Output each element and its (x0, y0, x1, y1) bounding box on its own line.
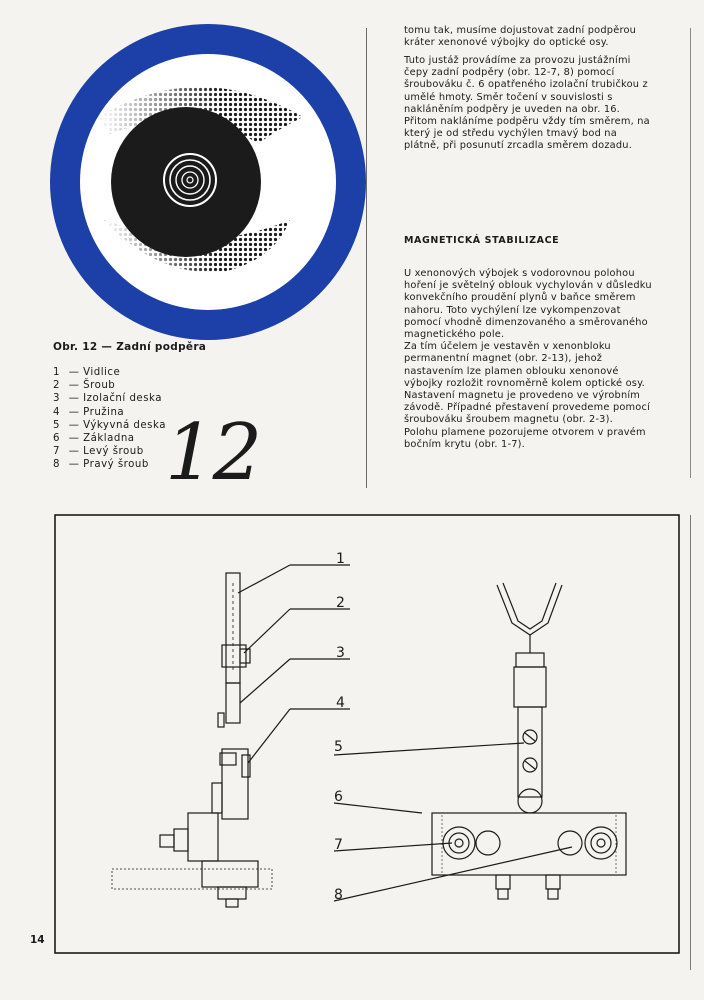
body-paragraph: tomu tak, musíme dojustovat zadní podpěrou kráter xenonové výbojky do optické osy. (404, 25, 637, 49)
body-paragraph: U xenonových výbojek s vodorovnou polohou hoření je světelný oblouk vychylován v důsledku konvekčního proudění plynů v baňce směrem nahoru. Toto vychýlení lze vykompenzovat pomocí vhodně dimenzovaného a směrovaného magnetického pole. (404, 268, 652, 341)
body-paragraph: Za tím účelem je vestavěn v xenonbloku permanentní magnet (obr. 2-13), jehož nastavením lze plamen oblouku xenonové výbojky rozložit rovnoměrně kolem optické osy. Nastavení magnetu je provedeno ve výrobním závodě. Případné přestavení provedeme pomocí šroubováku šroubem magnetu (obr. 2-3). (404, 341, 651, 426)
legend-item: 8 — Pravý šroub (53, 459, 149, 471)
legend-item: 2 — Šroub (53, 380, 116, 392)
drawing-frame (55, 515, 679, 953)
body-paragraph: Tuto justáž provádíme za provozu justážními čepy zadní podpěry (obr. 12-7, 8) pomocí šroubováku č. 6 opatřeného izolační trubičkou z umělé hmoty. Směr točení v souvislosti s nakláněním podpěry je uveden na obr. 16. Přitom nakláníme podpěru vždy tím směrem, na který je od středu vychýlen tmavý bod na plátně, při posunutí zrcadla směrem dozadu. (404, 55, 650, 152)
legend-item: 4 — Pružina (53, 406, 125, 418)
technical-drawing (52, 513, 682, 957)
callout-label: 4 (336, 695, 345, 711)
legend-item: 5 — Výkyvná deska (53, 419, 166, 431)
callout-label: 1 (336, 551, 345, 567)
emblem-logo (48, 22, 368, 342)
legend-item: 3 — Izolační deska (53, 393, 162, 405)
legend-item: 6 — Základna (53, 433, 135, 445)
figure-caption-title: Obr. 12 — Zadní podpěra (53, 341, 207, 353)
callout-label: 3 (336, 645, 345, 661)
chapter-number: 12 (165, 408, 261, 498)
page-edge-line (690, 28, 691, 478)
section-heading: MAGNETICKÁ STABILIZACE (404, 235, 560, 246)
column-divider (366, 28, 367, 488)
figure-legend (53, 366, 166, 472)
page-edge-line (690, 515, 691, 970)
logo-dark-circle (111, 107, 261, 257)
page-number: 14 (30, 934, 45, 946)
callout-label: 6 (334, 789, 343, 805)
callout-label: 7 (334, 837, 343, 853)
legend-item: 1 — Vidlice (53, 367, 121, 378)
callout-label: 8 (334, 887, 343, 903)
body-paragraph: Polohu plamene pozorujeme otvorem v pravém bočním krytu (obr. 1-7). (404, 426, 646, 450)
body-section (404, 268, 654, 451)
callout-label: 5 (334, 739, 343, 755)
callout-label: 2 (336, 595, 345, 611)
legend-item: 7 — Levý šroub (53, 446, 144, 458)
